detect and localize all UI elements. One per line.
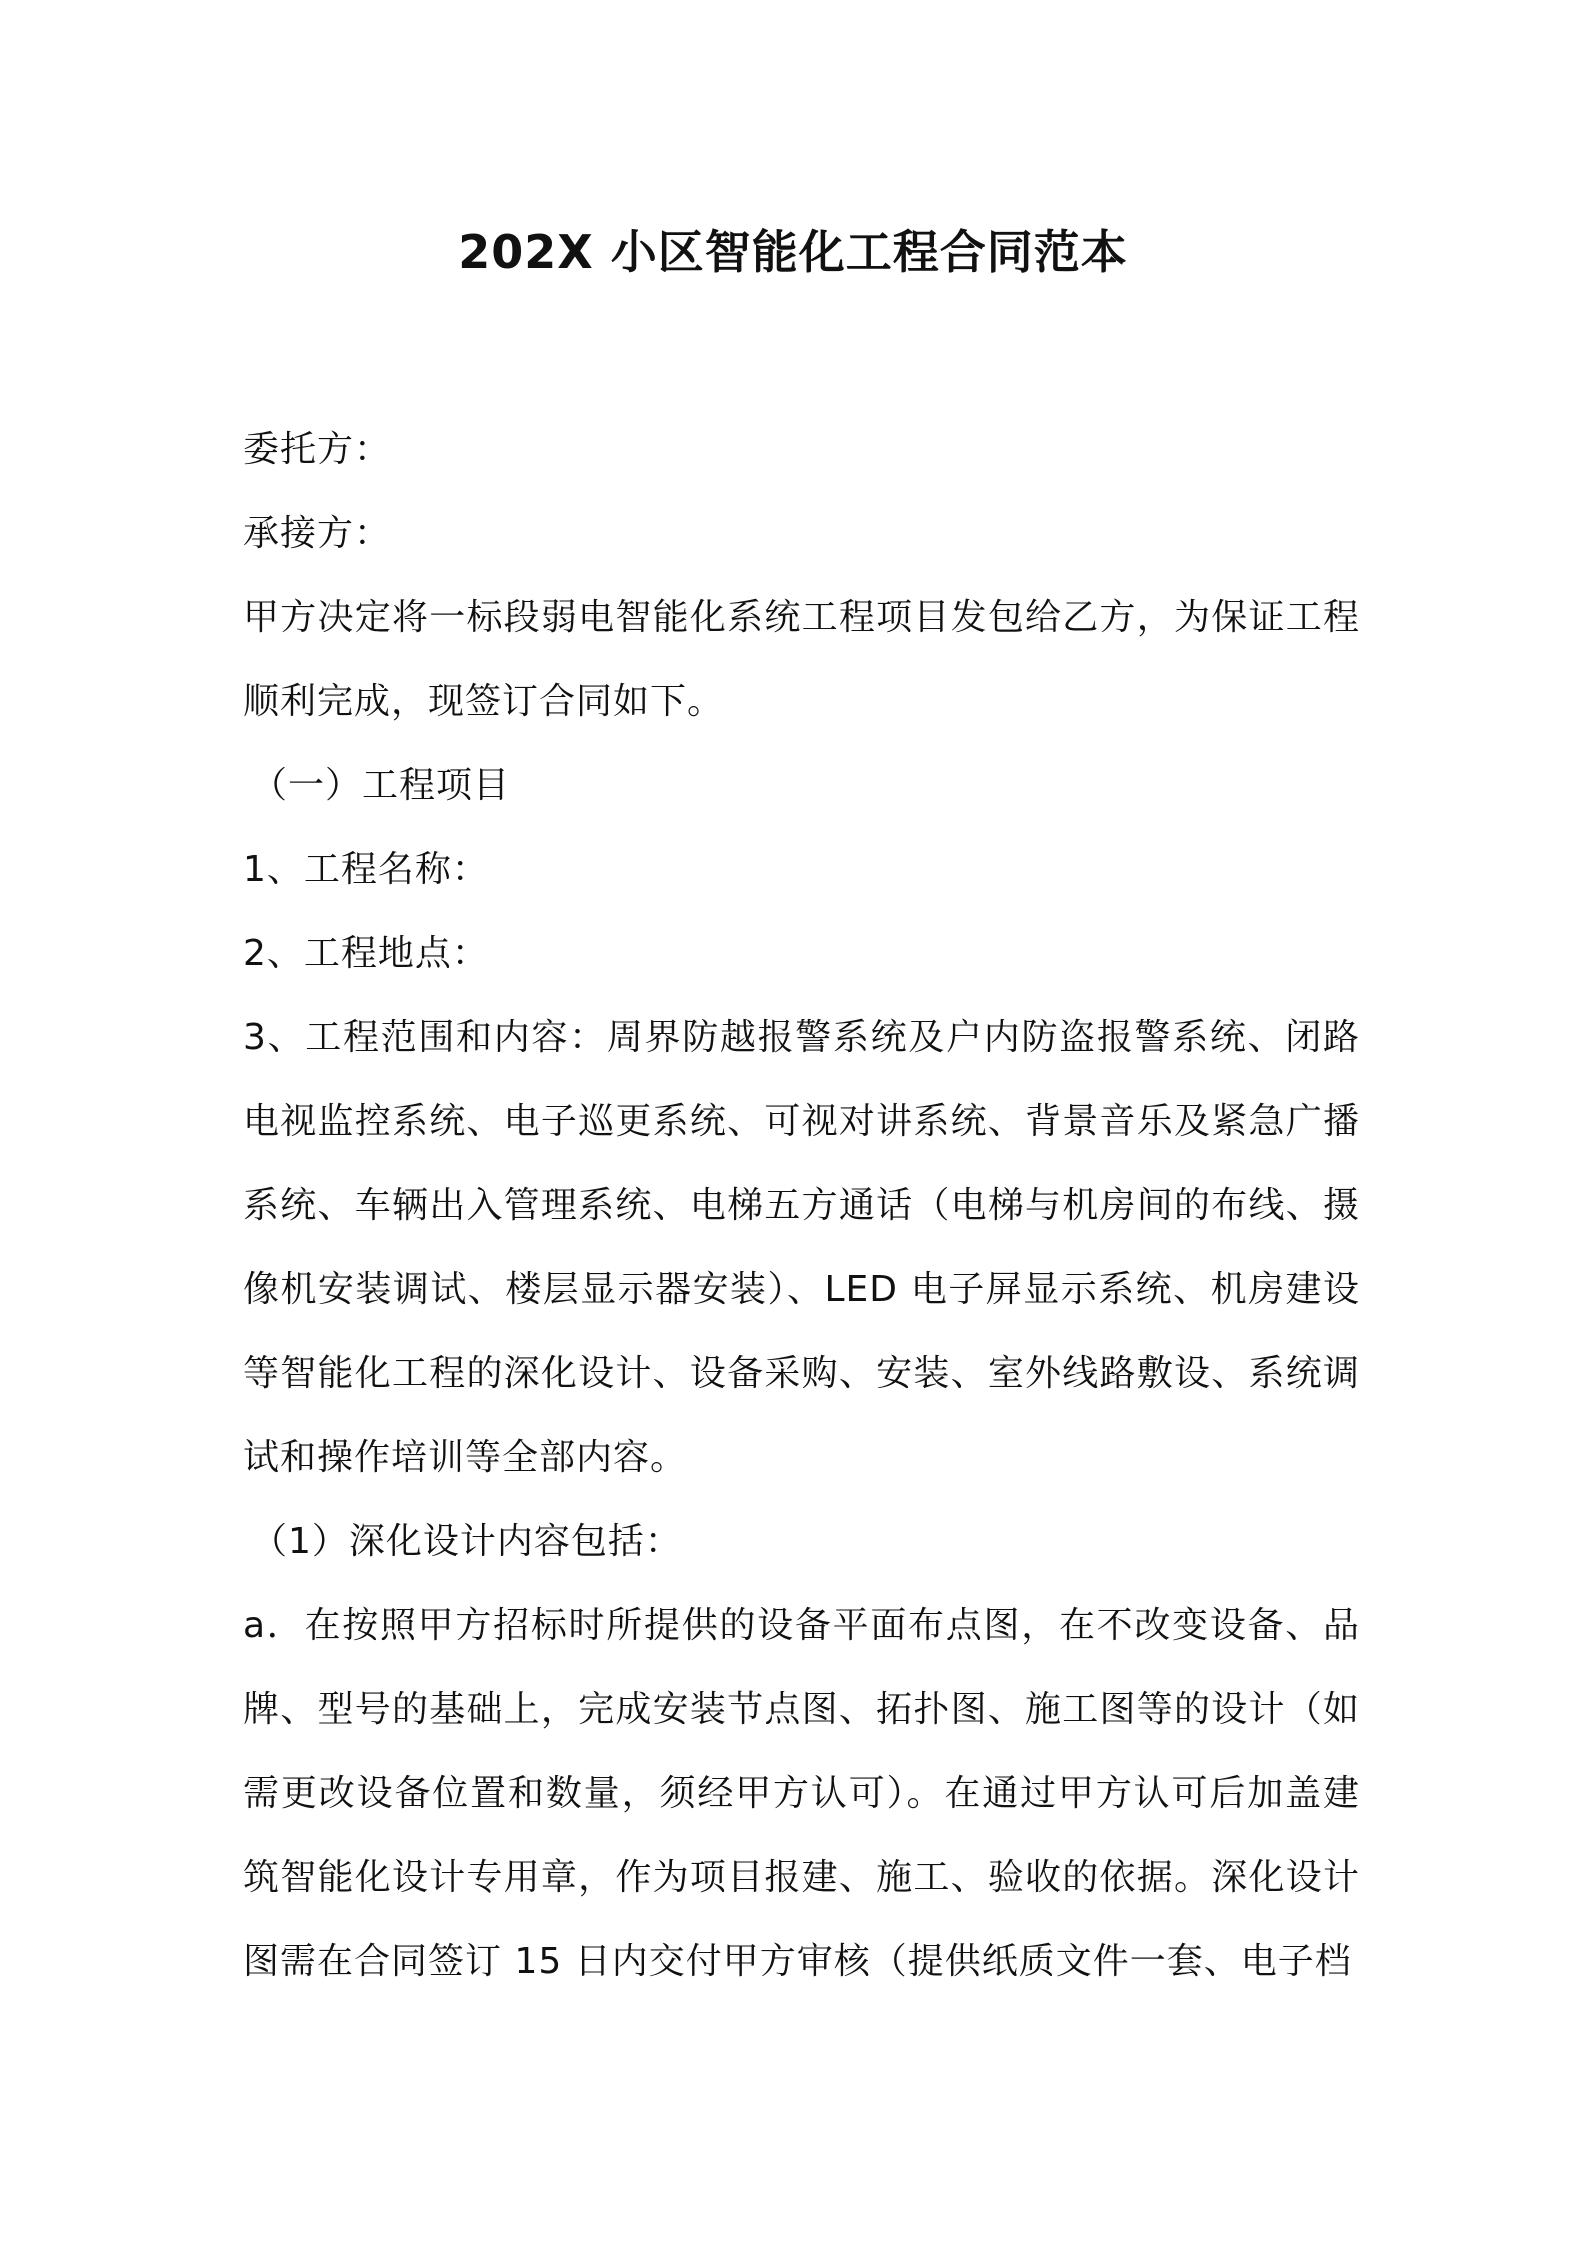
project-location-line: 2、工程地点： xyxy=(243,933,489,974)
client-line: 委托方： xyxy=(243,429,392,470)
intro-paragraph: 甲方决定将一标段弱电智能化系统工程项目发包给乙方，为保证工程顺利完成，现签订合同如下。 xyxy=(243,597,1360,722)
design-content-item-a: a．在按照甲方招标时所提供的设备平面布点图，在不改变设备、品牌、型号的基础上，完成安装节点图、拓扑图、施工图等的设计（如需更改设备位置和数量，须经甲方认可）。在通过甲方认可后加盖建筑智能化设计专用章，作为项目报建、施工、验收的依据。深化设计图需在合同签订 15 日内交付甲方审核（提供纸质文件一套、电子档 xyxy=(243,1605,1360,1982)
design-content-heading: （1）深化设计内容包括： xyxy=(251,1521,682,1562)
project-scope-paragraph: 3、工程范围和内容：周界防越报警系统及户内防盗报警系统、闭路电视监控系统、电子巡更系统、可视对讲系统、背景音乐及紧急广播系统、车辆出入管理系统、电梯五方通话（电梯与机房间的布线、摄像机安装调试、楼层显示器安装）、LED 电子屏显示系统、机房建设等智能化工程的深化设计、设备采购、安装、室外线路敷设、系统调试和操作培训等全部内容。 xyxy=(243,1017,1360,1478)
document-body xyxy=(243,408,1360,2004)
section-heading-project: （一）工程项目 xyxy=(251,765,511,806)
contractor-line: 承接方： xyxy=(243,513,392,554)
project-name-line: 1、工程名称： xyxy=(243,849,489,890)
document-title: 202X 小区智能化工程合同范本 xyxy=(458,225,1128,279)
